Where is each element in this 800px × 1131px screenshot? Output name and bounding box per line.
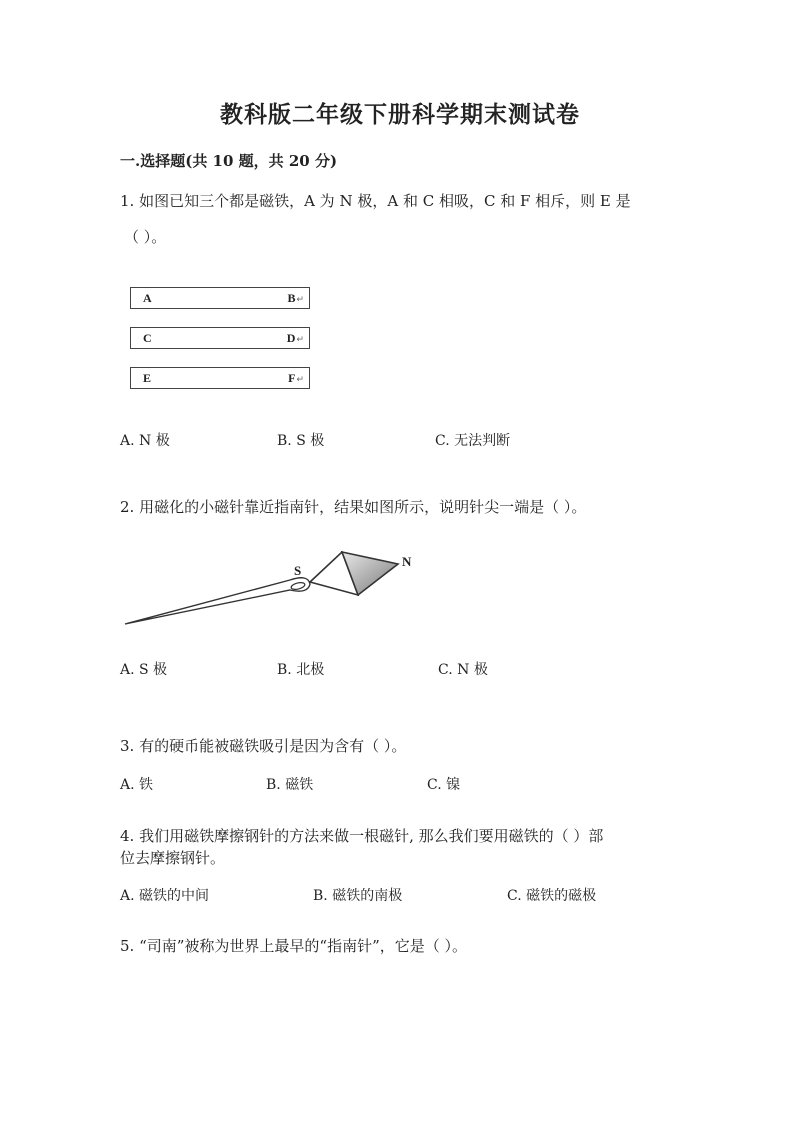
- return-mark: ↵: [296, 374, 304, 384]
- magnet-pole-label: E: [143, 371, 152, 385]
- magnet-pole-label: B: [287, 291, 296, 305]
- magnet-pole-label: F: [288, 371, 296, 385]
- question-2-text: 2. 用磁化的小磁针靠近指南针，结果如图所示，说明针尖一端是（ ）。: [120, 498, 587, 516]
- question-2-option-c[interactable]: C. N 极: [438, 662, 488, 678]
- section-heading: 一.选择题(共 10 题，共 20 分): [120, 152, 338, 170]
- question-4-option-a[interactable]: A. 磁铁的中间: [120, 888, 210, 904]
- question-3-text: 3. 有的硬币能被磁铁吸引是因为含有（ ）。: [120, 737, 407, 755]
- question-4-text: 4. 我们用磁铁摩擦钢针的方法来做一根磁针, 那么我们要用磁铁的（ ）部: [120, 827, 604, 845]
- s-pole-label: S: [294, 563, 302, 578]
- question-2-option-a[interactable]: A. S 极: [120, 662, 168, 678]
- question-4-text-continued: 位去摩擦钢针。: [120, 849, 226, 867]
- needle-compass-figure: [120, 540, 430, 635]
- page-title: 教科版二年级下册科学期末测试卷: [220, 101, 580, 128]
- n-pole-label: N: [402, 554, 412, 569]
- question-3-option-a[interactable]: A. 铁: [120, 777, 154, 793]
- return-mark: ↵: [296, 294, 304, 304]
- question-4-option-b[interactable]: B. 磁铁的南极: [313, 888, 403, 904]
- magnet-ef: [130, 367, 310, 389]
- question-1-option-a[interactable]: A. N 极: [120, 433, 170, 449]
- compass-needle: [310, 552, 398, 595]
- magnet-pole-label: D: [286, 331, 296, 345]
- question-4-option-c[interactable]: C. 磁铁的磁极: [507, 888, 597, 904]
- magnet-cd: [130, 327, 310, 349]
- question-2-option-b[interactable]: B. 北极: [277, 662, 325, 678]
- question-3-option-b[interactable]: B. 磁铁: [266, 777, 314, 793]
- question-1-option-b[interactable]: B. S 极: [277, 433, 325, 449]
- magnet-pole-label: C: [143, 331, 152, 345]
- magnet-ab: [130, 287, 310, 309]
- question-1-text: 1. 如图已知三个都是磁铁，A 为 N 极，A 和 C 相吸，C 和 F 相斥，则 E 是: [120, 192, 631, 210]
- return-mark: ↵: [296, 334, 304, 344]
- magnet-pole-label: A: [143, 291, 152, 305]
- question-3-option-c[interactable]: C. 镍: [427, 777, 461, 793]
- question-5-text: 5. “司南”被称为世界上最早的“指南针”，它是（ ）。: [120, 937, 468, 955]
- magnetized-needle: [125, 578, 310, 624]
- question-1-option-c[interactable]: C. 无法判断: [435, 433, 511, 449]
- question-1-blank: （ ）。: [124, 228, 167, 246]
